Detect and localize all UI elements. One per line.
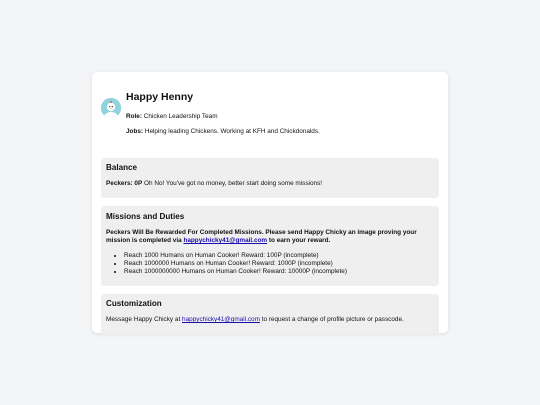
role-value: Chicken Leadership Team [143,113,218,120]
customization-email-link[interactable]: happychicky41@gmail.com [182,316,260,323]
profile-header [101,86,439,158]
missions-description [106,229,433,245]
jobs-label: Jobs: [126,128,144,135]
profile-role [126,113,439,121]
missions-section [101,206,439,286]
chicken-avatar-icon [101,98,121,118]
list-item: • Reach 1000 Humans on Human Cooker! Reward: 100P (incomplete) [124,252,433,260]
customization-text-start: Message Happy Chicky at [106,316,181,323]
profile-name: Happy Henny [126,91,194,103]
role-label: Role: [126,113,142,120]
list-item: • Reach 1000000000 Humans on Human Cooker! Reward: 10000P (incomplete) [124,268,433,276]
missions-email-link[interactable]: happychicky41@gmail.com [183,237,268,244]
missions-description-text: Peckers Will Be Rewarded For Completed Missions. Please send Happy Chicky an image proving your mission is completed via [106,229,417,244]
customization-title: Customization [106,299,162,308]
balance-section [101,158,439,198]
profile-jobs [126,128,439,136]
balance-text [106,180,433,188]
balance-title: Balance [106,163,138,172]
customization-text-end: to request a change of profile picture or passcode. [261,316,404,323]
profile-card [92,72,448,333]
customization-text [106,316,433,324]
balance-amount: Peckers: 0P [106,180,143,187]
list-item: • Reach 1000000 Humans on Human Cooker! Reward: 1000P (incomplete) [124,260,433,268]
jobs-value: Helping leading Chickens. Working at KFH and Chickdonalds. [144,128,320,135]
missions-list [106,252,433,276]
missions-description-end: to earn your reward. [268,237,331,244]
customization-section [101,294,439,334]
balance-message: Oh No! You've got no money, better start doing some missions! [144,180,323,187]
missions-title: Missions and Duties [106,212,185,221]
